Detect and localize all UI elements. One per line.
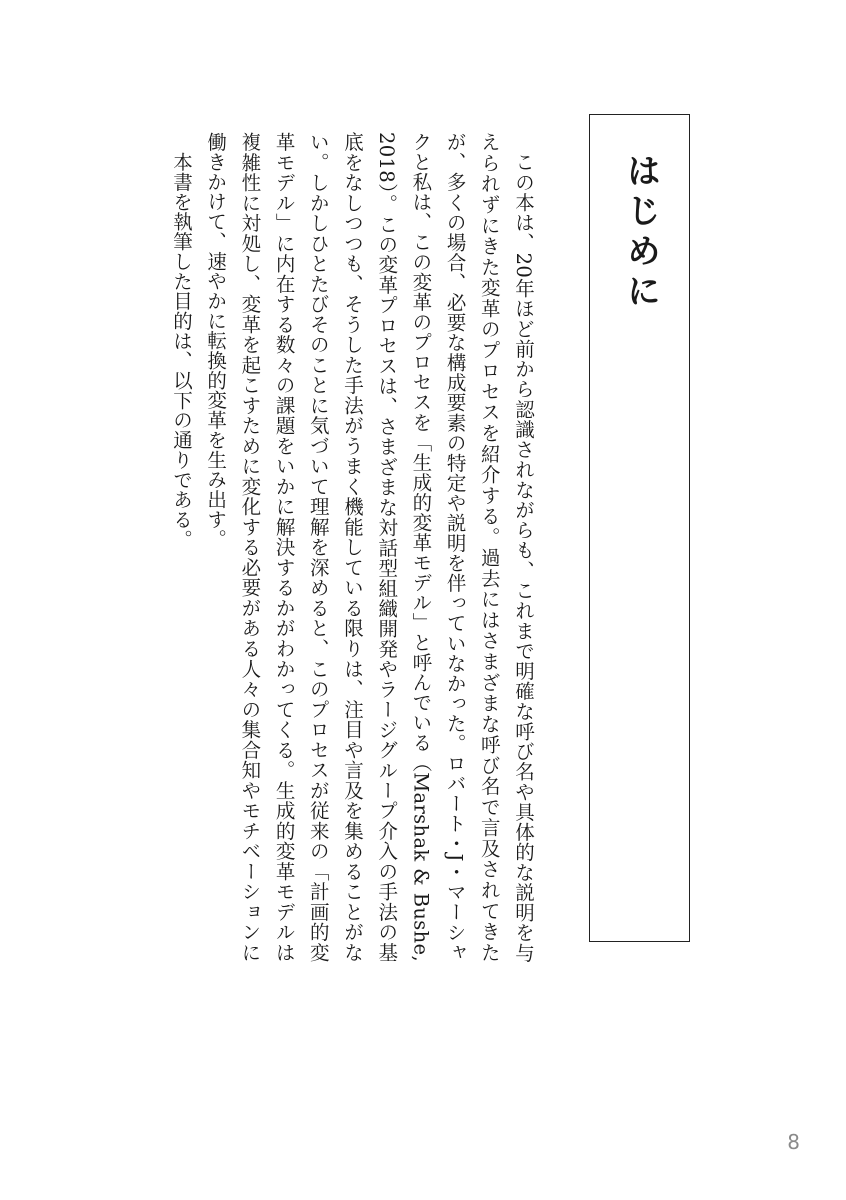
chapter-title-box: [589, 114, 690, 942]
body-text: [164, 132, 540, 962]
chapter-title: はじめに: [620, 153, 661, 313]
paragraph: 本書を執筆した目的は、以下の通りである。: [169, 151, 193, 549]
paragraph: この本は、20年ほど前から認識されながらも、これまで明確な呼び名や具体的な説明を与えられずにきた変革のプロセスを紹介する。過去にはさまざまな呼び名で言及されてきたが、多くの場合、必要な構成要素の特定や説明を伴っていなかった。ロバート・J・マーシャクと私は、この変革のプロセスを「生成的変革モデル」と呼んでいる（Marshak & Bushe, 2018）。この変革プロセスは、さまざまな対話型組織開発やラージグループ介入の手法の基底をなしつつも、そうした手法がうまく機能している限りは、注目や言及を集めることがない。しかしひとたびそのことに気づいて理解を深めると、このプロセスが従来の「計画的変革モデル」に内在する数々の課題をいかに解決するかがわかってくる。生成的変革モデルは複雑性に対処し、変革を起こすために変化する必要がある人々の集合知やモチベーションに働きかけて、速やかに転換的変革を生み出す。: [204, 132, 535, 962]
page-number: 8: [787, 1130, 800, 1154]
